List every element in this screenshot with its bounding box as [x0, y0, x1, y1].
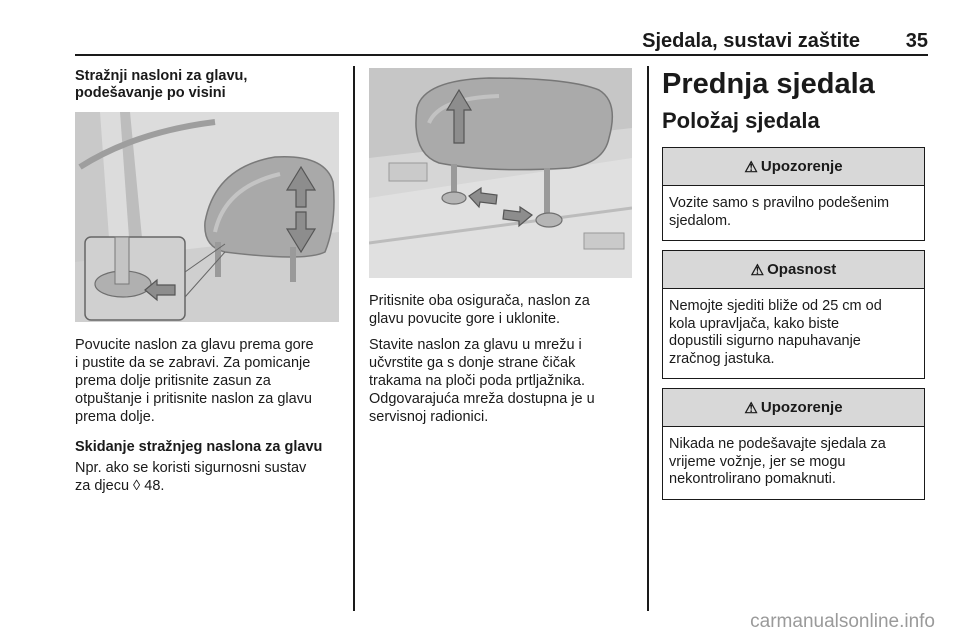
page-header-title: Sjedala, sustavi zaštite — [642, 30, 860, 52]
paragraph-line: prema dolje. — [75, 409, 155, 425]
paragraph-line: Povucite naslon za glavu prema gore — [75, 337, 314, 353]
warning-line: kola upravljača, kako biste — [669, 315, 840, 332]
warning-box-header — [663, 389, 924, 427]
cross-reference-icon: ◊ — [133, 478, 141, 494]
headrest-height-figure — [75, 112, 339, 322]
paragraph-line: glavu povucite gore i uklonite. — [369, 311, 561, 327]
warning-box-text — [663, 427, 924, 499]
column-2 — [369, 68, 632, 426]
column-divider-2 — [647, 66, 649, 611]
warning-box — [662, 388, 925, 500]
press-locks-paragraph — [369, 292, 632, 328]
paragraph-line: servisnoj radionici. — [369, 409, 489, 425]
paragraph-line: za djecu — [75, 478, 130, 494]
warning-triangle-icon: ⚠ — [750, 261, 765, 279]
warning-box-header — [663, 148, 924, 186]
warning-line: dopustili sigurno napuhavanje — [669, 333, 861, 349]
danger-box-heading: Opasnost — [767, 261, 837, 278]
removal-paragraph — [75, 459, 340, 495]
paragraph-line: Npr. ako se koristi sigurnosni sustav — [75, 460, 307, 476]
instruction-paragraph — [75, 336, 340, 426]
warning-box — [662, 147, 925, 241]
warning-line: zračnog jastuka. — [669, 350, 775, 367]
warning-line: Nikada ne podešavajte sjedala za — [669, 436, 886, 452]
section-title: Položaj sjedala — [662, 108, 820, 133]
paragraph-line: otpuštanje i pritisnite naslon za glavu — [75, 391, 312, 407]
column-1 — [75, 68, 340, 495]
storage-net-paragraph — [369, 336, 632, 426]
warning-line: nekontrolirano pomaknuti. — [669, 471, 836, 487]
paragraph-line: prema dolje pritisnite zasun za — [75, 373, 271, 389]
warning-line: sjedalom. — [669, 212, 732, 229]
paragraph-line: učvrstite ga s donje strane čičak — [369, 355, 576, 371]
header-rule — [75, 54, 928, 56]
section-heading-line-2: podešavanje po visini — [75, 85, 226, 101]
paragraph-line: i pustite da se zabravi. Za pomicanje — [75, 355, 311, 371]
warning-line: Nemojte sjediti bliže od 25 cm od — [669, 298, 882, 314]
cross-reference-page[interactable]: 48. — [144, 478, 165, 494]
warning-triangle-icon: ⚠ — [744, 399, 758, 417]
column-3 — [662, 68, 928, 500]
paragraph-line: Odgovarajuća mreža dostupna je u — [369, 391, 595, 407]
section-heading — [75, 68, 340, 102]
warning-box-heading: Upozorenje — [760, 399, 843, 416]
removal-subheading: Skidanje stražnjeg naslona za glavu — [75, 439, 323, 455]
watermark: carmanualsonline.info — [750, 611, 935, 632]
warning-box-text — [663, 186, 924, 240]
danger-box-text — [663, 289, 924, 378]
paragraph-line: trakama na ploči poda prtljažnika. — [369, 373, 586, 389]
paragraph-line: Stavite naslon za glavu u mrežu i — [369, 337, 582, 353]
warning-box-heading: Upozorenje — [760, 158, 843, 175]
danger-box — [662, 250, 925, 379]
warning-line: Vozite samo s pravilno podešenim — [669, 195, 890, 211]
danger-box-header — [663, 251, 924, 289]
page-number: 35 — [905, 30, 928, 52]
column-divider-1 — [353, 66, 355, 611]
chapter-title: Prednja sjedala — [662, 68, 875, 100]
paragraph-line: Pritisnite oba osigurača, naslon za — [369, 293, 590, 309]
headrest-removal-figure — [369, 68, 632, 278]
warning-line: vrijeme vožnje, jer se mogu — [669, 453, 846, 470]
warning-triangle-icon: ⚠ — [744, 158, 758, 176]
section-heading-line-1: Stražnji nasloni za glavu, — [75, 68, 248, 84]
